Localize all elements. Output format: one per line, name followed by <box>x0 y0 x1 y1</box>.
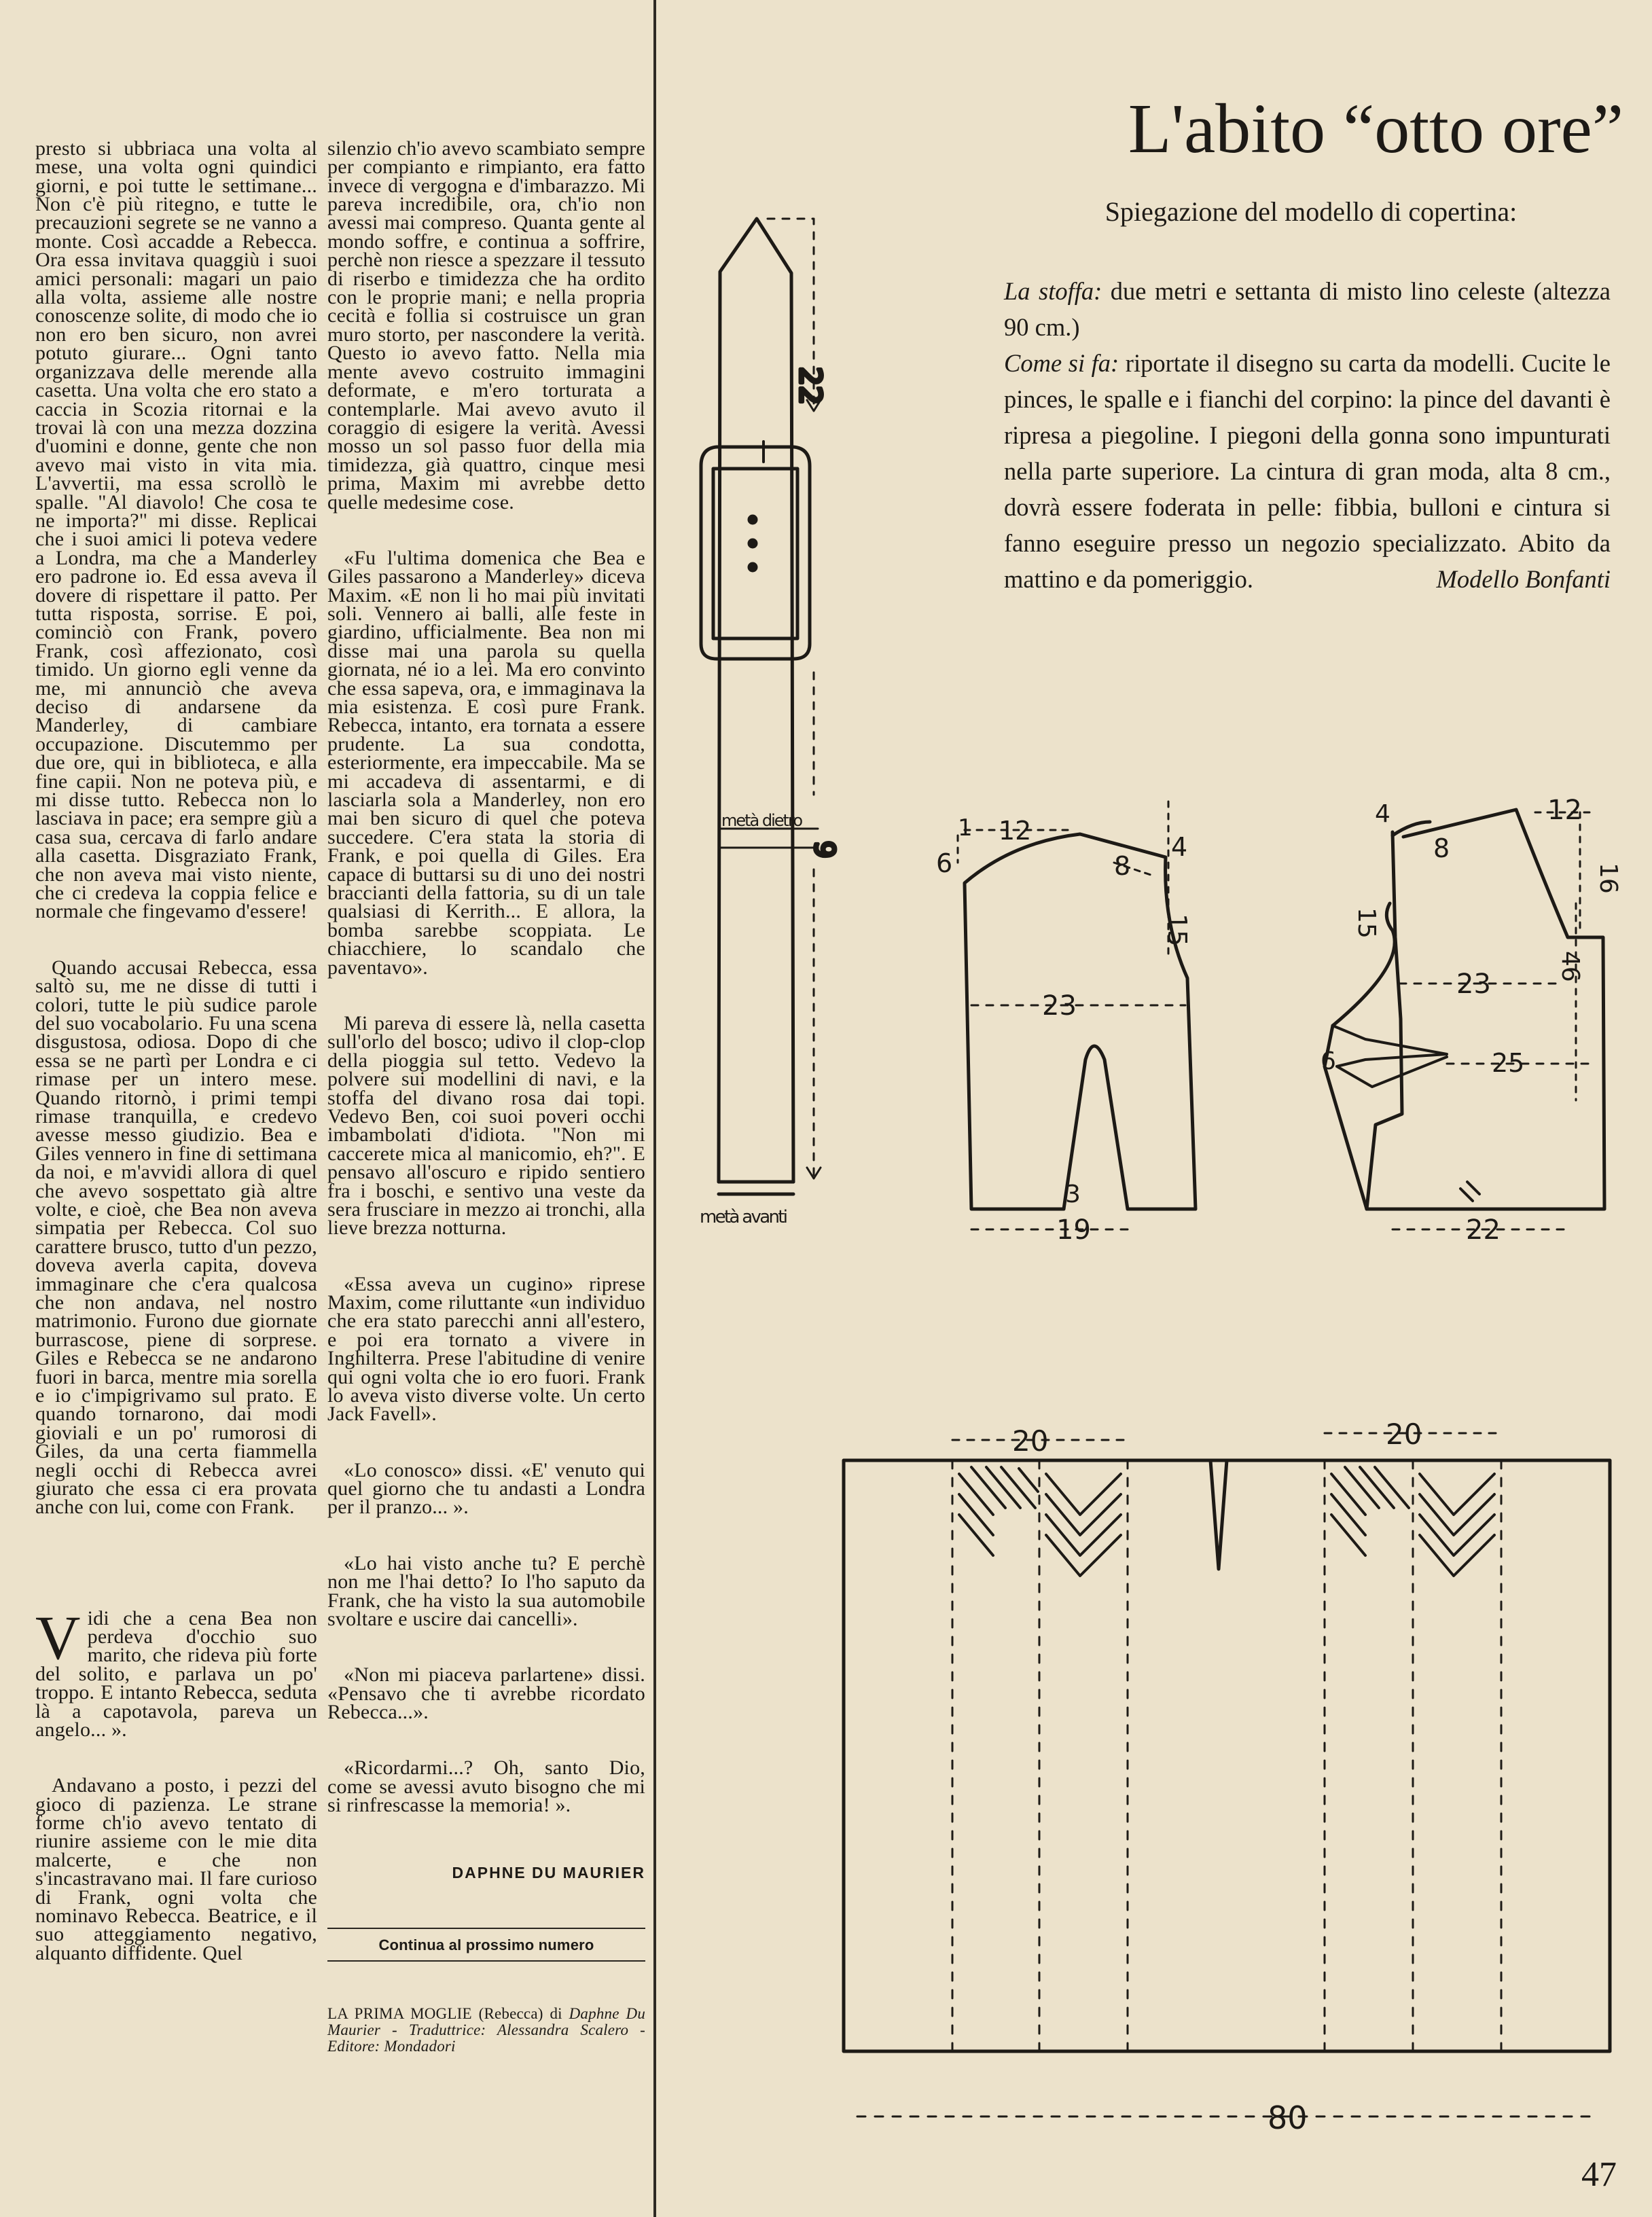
author-signature: DAPHNE DU MAURIER <box>452 1864 645 1882</box>
paragraph: Quando accusai Rebecca, essa saltò su, me ne disse di tutti i colori, tutte le più sudice parole del suo vocabolario. Fu una scena disgustosa, odiosa. Dopo di che essa se ne partì per Londra e ci rimase per un intero mese. Quando ritornò, i primi tempi rimase tranquilla, e credevo avesse messo giudizio. Bea e Giles vennero in fine di settimana da noi, e m'avvidi allora di quel che avevo sospettato già altre volte, e cioè, che Bea non aveva simpatia per Rebecca. Col suo carattere brusco, tutto d'un pezzo, doveva averla capita, doveva immaginare che c'era qualcosa che non andava, nel nostro matrimonio. Furono due giornate burrascose, piene di sorprese. Giles e Rebecca se ne andarono fuori in barca, mentre mia sorella e io c'impigrivamo sul prato. E quando tornarono, dai modi gioviali e un po' rumorosi di Giles, da una certa fiammella negli occhi di Rebecca avrei giurato che essa ci era provata anche con lui, come con Frank. <box>35 956 323 1519</box>
paragraph: «Essa aveva un cugino» riprese Maxim, come riluttante «un individuo che era stato parecchi anni all'estero, e poi era tornato a vivere in Inghilterra. Prese l'abitudine di venire qui ogni volta che io ero fuori. Frank lo aveva visto diverse volte. Un certo Jack Favell». <box>327 1272 651 1426</box>
credits-detail: Daphne Du Maurier - Traduttrice: Alessandra Scalero - Editore: Mondadori <box>327 2004 649 2055</box>
belt-length-label: 22 <box>793 367 827 405</box>
pleat-hatching <box>1420 1474 1494 1576</box>
model-credit: Modello Bonfanti <box>1436 565 1611 593</box>
paragraph: «Non mi piaceva parlartene» dissi. «Pensavo che ti avrebbe ricordato Rebecca...». <box>327 1663 651 1723</box>
belt-half-front-label: metà avanti <box>700 1207 788 1227</box>
skirt-pleat-left-label: 20 <box>1012 1424 1049 1458</box>
back-shoulder-label: 8 <box>1114 851 1131 881</box>
back-waist-label: 23 <box>1042 990 1077 1022</box>
front-bottom-label: 22 <box>1466 1214 1501 1246</box>
dropcap-rest: idi che a cena Bea non perdeva d'occhio suo marito, che rideva più forte del solito, e parlava un po' troppo. E intanto Rebecca, seduta là a capotavola, pareva un angelo... ». <box>35 1606 323 1741</box>
back-hem-mark: 3 <box>1065 1180 1081 1208</box>
back-bodice-pattern <box>958 801 1196 1229</box>
belt-half-back-label: metà dietro <box>721 811 803 830</box>
skirt-width-label: 80 <box>1268 2099 1308 2136</box>
front-six-label: 6 <box>1321 1047 1336 1075</box>
pleat-hatching <box>1046 1474 1121 1576</box>
front-dart-label: 25 <box>1492 1048 1525 1078</box>
back-shoulder-left-label: 1 <box>958 814 973 842</box>
paragraph: «Lo conosco» dissi. «E' venuto qui quel giorno che tu andasti a Londra per il pranzo... ». <box>327 1458 651 1519</box>
belt-pattern <box>701 219 821 1194</box>
front-bodice-pattern <box>1325 810 1604 1229</box>
fabric-label: La stoffa: <box>1004 277 1102 305</box>
back-bottom-label: 19 <box>1056 1214 1091 1246</box>
dropcap-letter: V <box>35 1602 81 1672</box>
belt-rivet <box>749 564 756 571</box>
article-subtitle: Spiegazione del modello di copertina: <box>1105 196 1518 227</box>
belt-rivet <box>749 516 756 523</box>
front-armhole-label: 15 <box>1352 907 1380 939</box>
paragraph: «Ricordarmi...? Oh, santo Dio, come se avessi avuto bisogno che mi si rinfrescasse la memoria! ». <box>327 1756 651 1816</box>
continued-notice: Continua al prossimo numero <box>327 1928 645 1961</box>
skirt-pleat-right-label: 20 <box>1386 1418 1422 1451</box>
skirt-pattern <box>844 1433 1610 2116</box>
back-four-label: 4 <box>1171 832 1188 862</box>
pleat-hatching <box>959 1467 1038 1555</box>
paragraph: «Fu l'ultima domenica che Bea e Giles passarono a Manderley» diceva Maxim. «E non li ho mai più invitati soli. Vennero ai balli, alle feste in giardino, ufficialmente. Bea non mi disse mai una parola su quella giornata, né io a lei. Ma ero convinto che essa sapeva, ora, e immaginava la mia esistenza. E così pure Frank. Rebecca, intanto, era tornata a essere prudente. La sua condotta, esteriormente, era impeccabile. Ma se mi accadeva di assentarmi, e di lasciarla sola a Manderley, non ero mai ben sicuro di quel che poteva succedere. C'era stata la storia di Frank, e poi quella di Giles. Era capace di buttarsi su di uno dei nostri braccianti della fattoria, su di un tale qualsiasi di Kerrith... E allora, la bomba sarebbe scoppiata. Le chiacchiere, lo scandalo che paventavo». <box>327 546 651 979</box>
paragraph: silenzio ch'io avevo scambiato sempre per compianto e rimpianto, era fatto invece di vergogna e d'imbarazzo. Mi pareva incredibile, ora, ch'io non avessi mai compreso. Quanta gente al mondo soffre, e continua a soffrire, perchè non riesce a spezzare il tessuto di riserbo e timidezza che ha ordito con le proprie mani; e nella propria cecità e follia si costruisce un gran muro storto, per nascondere la verità. Questo io avevo fatto. Nella mia mente avevo costruito immagini deformate, e m'ero torturata a contemplarle. Mai avevo avuto il coraggio di esigere la verità. Avessi mosso un sol passo fuor della mia timidezza, già quattro, cinque mesi prima, Maxim mi avrebbe detto quelle medesime cose. <box>327 137 651 513</box>
back-armhole-label: 15 <box>1162 914 1192 947</box>
paragraph: Mi pareva di essere là, nella casetta sull'orlo del bosco; udivo il clop-clop della pioggia sul tetto. Vedevo la polvere sui modellini di navi, e la stoffa del divano rosa dai topi. Vedevo Ben, coi suoi poveri occhi imbambolati d'idiota. "Non mi caccerete mica al manicomio, eh?". E pensavo all'oscuro e ripido sentiero fra i boschi, e sentivo una veste da sera frusciare in mezzo ai tronchi, alla lieve brezza notturna. <box>327 1011 651 1240</box>
paragraph: presto si ubbriaca una volta al mese, una volta ogni quindici giorni, e poi tutte le settimane... Non c'è più ritegno, e tutte le precauzioni segrete se ne vanno a monte. Così accadde a Rebecca. Ora essa invitava quaggiù i suoi amici personali: magari un paio alla volta, assieme alle nostre conoscenze solite, di modo che io non ero ben sicuro, non avrei potuto giurare... Ogni tanto organizzava delle merende alla casetta. Una volta che ero stato a caccia in Scozia ritornai e la trovai là con una mezza dozzina d'uomini e donne, gente che non avevo mai visto in vita mia. L'avvertii, ma essa scrollò le spalle. "Al diavolo! Che cosa te ne importa?" mi disse. Replicai che i suoi amici li poteva vedere a Londra, ma che a Manderley ero padrone io. Ed essa aveva il dovere di rispettare il patto. Per tutta risposta, sorrise. E poi, cominciò con Frank, povero Frank, così affezionato, così timido. Un giorno egli venne da me, mi annunciò che aveva deciso di andarsene da Manderley, di cambiare occupazione. Discutemmo per due ore, qui in biblioteca, e alla fine capii. Non ne poteva più, e mi disse tutto. Rebecca non lo lasciava in pace; era sempre giù a casa sua, cercava di farlo andare alla casetta. Disgraziato Frank, che non aveva mai visto niente, che ci credeva la coppia felice e normale che fingevamo d'essere! <box>35 137 323 923</box>
front-sixteen-label: 16 <box>1594 863 1622 894</box>
belt-rivet <box>749 540 756 547</box>
howto-label: Come si fa: <box>1004 349 1119 377</box>
paragraph: «Lo hai visto anche tu? E perchè non me l'hai detto? Io l'ho saputo da Frank, che ha visto la sua automobile svoltare e uscire dai cancelli». <box>327 1551 651 1630</box>
belt-width-label: 9 <box>808 841 840 859</box>
page-number: 47 <box>1581 2155 1617 2194</box>
credits-title: LA PRIMA MOGLIE (Rebecca) di <box>327 2004 562 2022</box>
front-four-label: 4 <box>1375 800 1390 828</box>
fabric-text: due metri e settanta di misto lino celeste (altezza 90 cm.) <box>1004 277 1611 341</box>
back-top-label: 12 <box>999 816 1032 846</box>
article-title: L'abito “otto ore” <box>1128 90 1623 168</box>
front-height-label: 46 <box>1556 951 1584 982</box>
front-waist-label: 23 <box>1456 969 1491 1000</box>
pleat-hatching <box>1331 1467 1409 1555</box>
howto-text: riportate il disegno su carta da modelli. Cucite le pinces, le spalle e i fianchi del corpino: la pince del davanti è ripresa a piegoline. I piegoni della gonna sono impunturati nella parte superiore. La cintura di gran moda, alta 8 cm., dovrà essere foderata in pelle: fibbia, bulloni e cintura si fanno eseguire presso un negozio specializzato. Abito da mattino e da pomeriggio. <box>1004 349 1611 593</box>
back-side-label: 6 <box>936 848 953 878</box>
front-shoulder-label: 8 <box>1433 833 1450 863</box>
paragraph: Andavano a posto, i pezzi del gioco di pazienza. Le strane forme ch'io avevo tentato di riunire assieme con le mie dita malcerte, e che non s'incastravano mai. Il fare curioso di Frank, ogni volta che nominavo Rebecca. Beatrice, e il suo atteggiamento negativo, alquanto diffidente. Quel <box>35 1774 323 1964</box>
front-top-label: 12 <box>1547 795 1582 826</box>
